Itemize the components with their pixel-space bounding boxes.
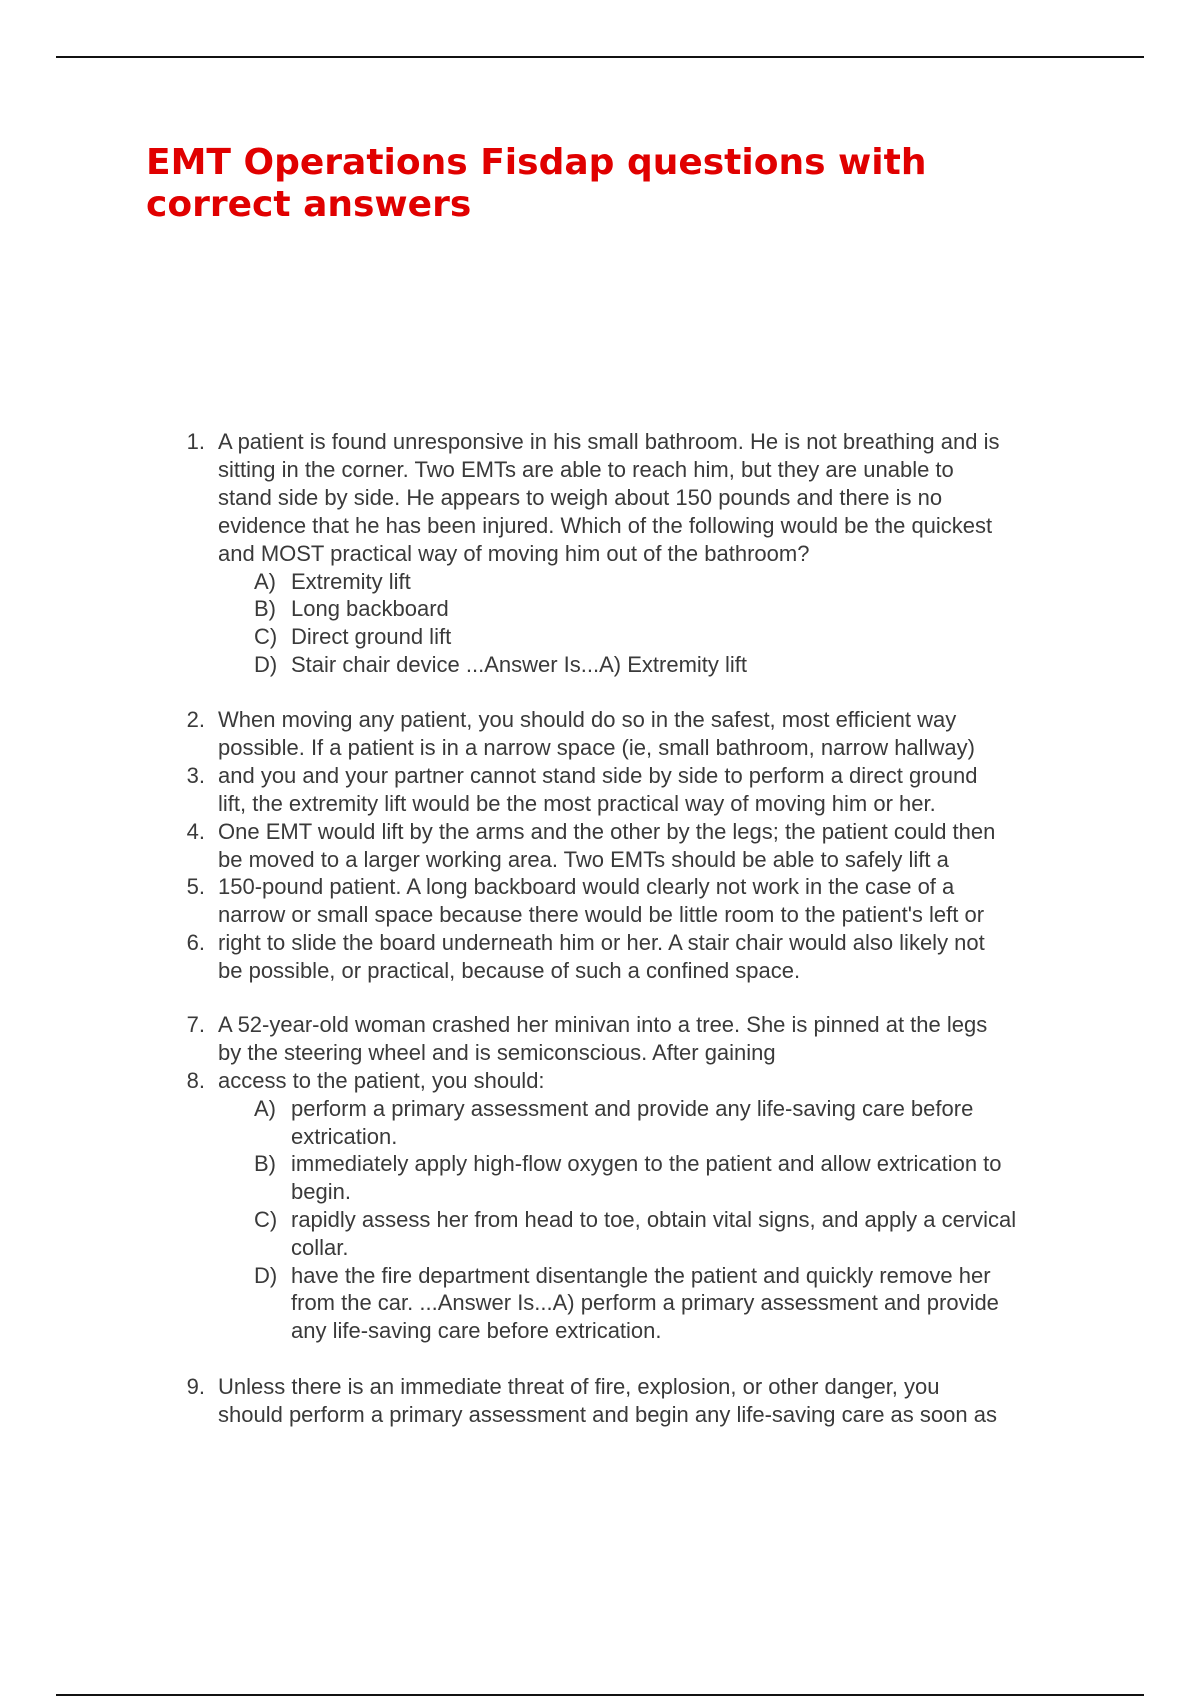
question-text: A 52-year-old woman crashed her minivan into a tree. She is pinned at the legs [218, 1012, 988, 1037]
list-number: 6. [186, 930, 205, 955]
question-text: be possible, or practical, because of such a confined space. [218, 958, 801, 983]
question-text: by the steering wheel and is semiconscious. After gaining [218, 1040, 776, 1065]
question-text: stand side by side. He appears to weigh about 150 pounds and there is no [218, 485, 943, 510]
option-letter: B) [254, 596, 276, 621]
list-number: 9. [186, 1374, 205, 1399]
question-text: 150-pound patient. A long backboard would clearly not work in the case of a [218, 874, 955, 899]
option-text: Long backboard [291, 596, 449, 621]
question-text: possible. If a patient is in a narrow space (ie, small bathroom, narrow hallway) [218, 735, 975, 760]
option-text: immediately apply high-flow oxygen to the patient and allow extrication to [291, 1151, 1002, 1176]
option-text: rapidly assess her from head to toe, obtain vital signs, and apply a cervical [291, 1207, 1017, 1232]
question-text: and you and your partner cannot stand side by side to perform a direct ground [218, 763, 978, 788]
list-number: 3. [186, 763, 205, 788]
question-text: One EMT would lift by the arms and the other by the legs; the patient could then [218, 819, 996, 844]
question-text: A patient is found unresponsive in his small bathroom. He is not breathing and is [218, 429, 1000, 454]
document-title: EMT Operations Fisdap questions with correct answers [146, 142, 927, 225]
question-text: evidence that he has been injured. Which of the following would be the quickest [218, 513, 993, 538]
option-letter: A) [254, 569, 276, 594]
option-letter: D) [254, 652, 278, 677]
option-letter: C) [254, 1207, 278, 1232]
list-number: 5. [186, 874, 205, 899]
list-number: 4. [186, 819, 205, 844]
list-number: 8. [186, 1068, 205, 1093]
option-letter: C) [254, 624, 278, 649]
option-text: Extremity lift [291, 569, 411, 594]
option-letter: D) [254, 1263, 278, 1288]
option-text: Stair chair device ...Answer Is...A) Extremity lift [291, 652, 748, 677]
option-text: have the fire department disentangle the patient and quickly remove her [291, 1263, 991, 1288]
option-text: any life-saving care before extrication. [291, 1318, 662, 1343]
question-text: narrow or small space because there would be little room to the patient's left or [218, 902, 985, 927]
list-number: 2. [186, 707, 205, 732]
list-number: 1. [186, 429, 205, 454]
option-text: collar. [291, 1235, 349, 1260]
question-text: be moved to a larger working area. Two EMTs should be able to safely lift a [218, 847, 949, 872]
question-text: sitting in the corner. Two EMTs are able to reach him, but they are unable to [218, 457, 954, 482]
option-text: begin. [291, 1179, 351, 1204]
question-text: right to slide the board underneath him or her. A stair chair would also likely not [218, 930, 985, 955]
option-text: extrication. [291, 1124, 398, 1149]
option-letter: A) [254, 1096, 276, 1121]
footer-rule [56, 1694, 1144, 1696]
list-number: 7. [186, 1012, 205, 1037]
question-text: and MOST practical way of moving him out of the bathroom? [218, 541, 810, 566]
question-text: access to the patient, you should: [218, 1068, 545, 1093]
option-text: Direct ground lift [291, 624, 452, 649]
question-text: should perform a primary assessment and begin any life-saving care as soon as [218, 1402, 997, 1427]
question-text: When moving any patient, you should do so in the safest, most efficient way [218, 707, 957, 732]
question-text: Unless there is an immediate threat of fire, explosion, or other danger, you [218, 1374, 940, 1399]
question-text: lift, the extremity lift would be the most practical way of moving him or her. [218, 791, 936, 816]
option-text: from the car. ...Answer Is...A) perform a primary assessment and provide [291, 1290, 999, 1315]
option-letter: B) [254, 1151, 276, 1176]
option-text: perform a primary assessment and provide any life-saving care before [291, 1096, 974, 1121]
header-rule [56, 56, 1144, 58]
